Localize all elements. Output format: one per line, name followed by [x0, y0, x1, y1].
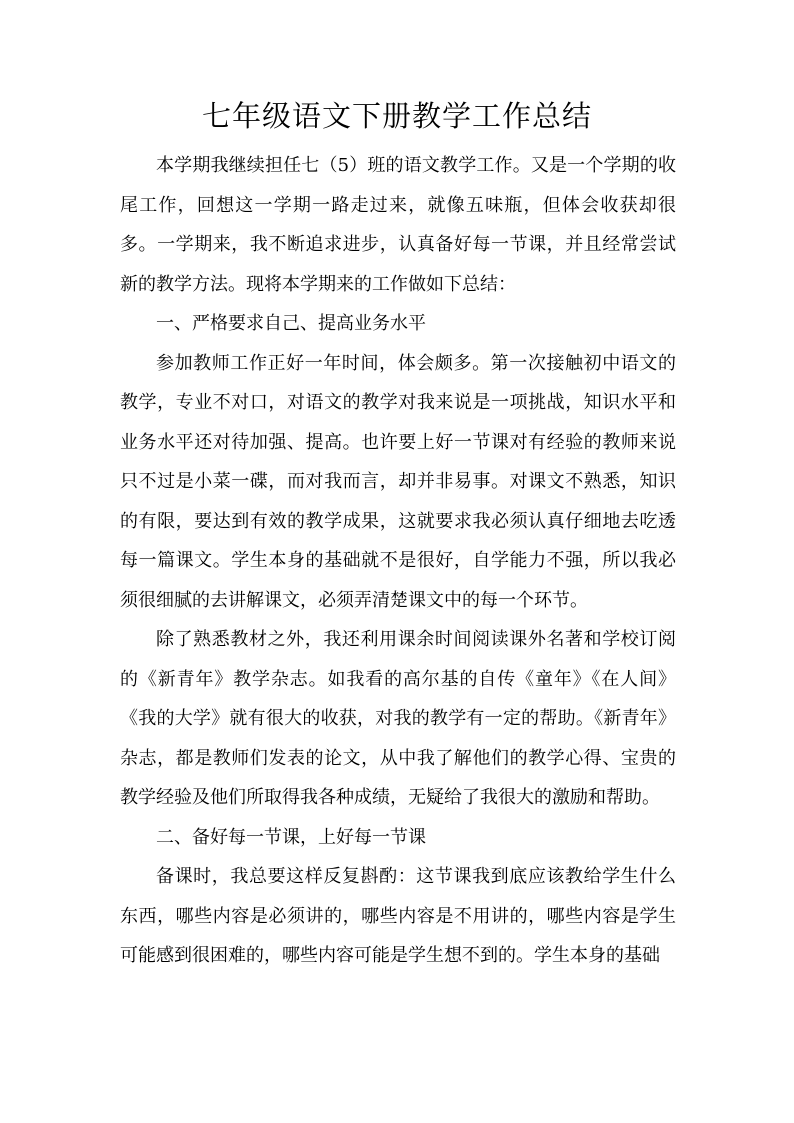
- intro-paragraph: 本学期我继续担任七（5）班的语文教学工作。又是一个学期的收尾工作，回想这一学期一路走过来，就像五味瓶，但体会收获却很多。一学期来，我不断追求进步，认真备好每一节课，并且经常尝试新的教学方法。现将本学期来的工作做如下总结：: [120, 155, 676, 295]
- body-paragraph: 备课时，我总要这样反复斟酌：这节课我到底应该教给学生什么东西，哪些内容是必须讲的，哪些内容是不用讲的，哪些内容是学生可能感到很困难的，哪些内容可能是学生想不到的。学生本身的基础: [120, 866, 676, 966]
- section-heading-1: 一、严格要求自己、提高业务水平: [156, 313, 426, 334]
- document-title: 七年级语文下册教学工作总结: [201, 99, 592, 133]
- section-heading-2: 二、备好每一节课，上好每一节课: [156, 826, 426, 848]
- body-paragraph: 除了熟悉教材之外，我还利用课余时间阅读课外名著和学校订阅的《新青年》教学杂志。如我看的高尔基的自传《童年》《在人间》《我的大学》就有很大的收获，对我的教学有一定的帮助。《新青年》杂志，都是教师们发表的论文，从中我了解他们的教学心得、宝贵的教学经验及他们所取得我各种成绩，无疑给了我很大的激励和帮助。: [120, 629, 676, 808]
- body-paragraph: 参加教师工作正好一年时间，体会颇多。第一次接触初中语文的教学，专业不对口，对语文的教学对我来说是一项挑战，知识水平和业务水平还对待加强、提高。也许要上好一节课对有经验的教师来说只不过是小菜一碟，而对我而言，却并非易事。对课文不熟悉，知识的有限，要达到有效的教学成果，这就要求我必须认真仔细地去吃透每一篇课文。学生本身的基础就不是很好，自学能力不强，所以我必须很细腻的去讲解课文，必须弄清楚课文中的每一个环节。: [120, 352, 676, 611]
- document-body: [120, 146, 676, 976]
